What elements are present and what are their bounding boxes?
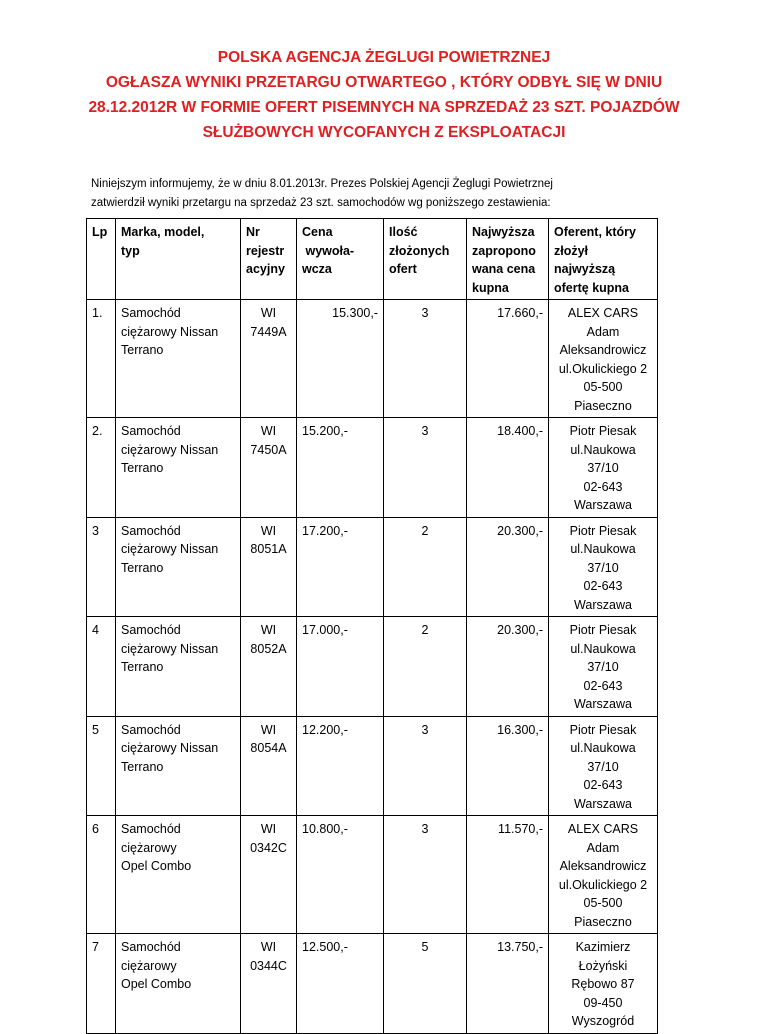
cell-cena: 12.500,- — [297, 934, 384, 1034]
results-table — [86, 218, 658, 1034]
cell-cena: 17.200,- — [297, 517, 384, 617]
cell-nr: WI 7450A — [241, 418, 297, 518]
table-row — [87, 418, 658, 518]
table-row — [87, 816, 658, 934]
cell-lp: 1. — [87, 300, 116, 418]
table-header-row — [87, 219, 658, 300]
cell-marka: Samochód ciężarowy Nissan Terrano — [116, 517, 241, 617]
cell-najwyzsza: 20.300,- — [467, 617, 549, 717]
cell-marka: Samochód ciężarowy Nissan Terrano — [116, 716, 241, 816]
cell-oferent: Piotr Piesak ul.Naukowa 37/10 02-643 Warszawa — [549, 716, 658, 816]
title-line: OGŁASZA WYNIKI PRZETARGU OTWARTEGO , KTÓRY ODBYŁ SIĘ W DNIU — [105, 74, 663, 91]
cell-oferent: Piotr Piesak ul.Naukowa 37/10 02-643 Warszawa — [549, 617, 658, 717]
intro-paragraph — [91, 175, 711, 213]
table-row — [87, 617, 658, 717]
cell-najwyzsza: 11.570,- — [467, 816, 549, 934]
cell-najwyzsza: 17.660,- — [467, 300, 549, 418]
header-marka: Marka, model, typ — [116, 219, 241, 300]
cell-ilosc: 3 — [384, 716, 467, 816]
cell-marka: Samochód ciężarowy Nissan Terrano — [116, 418, 241, 518]
cell-najwyzsza: 18.400,- — [467, 418, 549, 518]
table-row — [87, 716, 658, 816]
title-line: SŁUŻBOWYCH WYCOFANYCH Z EKSPLOATACJI — [202, 124, 566, 141]
cell-najwyzsza: 20.300,- — [467, 517, 549, 617]
cell-ilosc: 3 — [384, 418, 467, 518]
cell-oferent: ALEX CARS Adam Aleksandrowicz ul.Okulickiego 2 05-500 Piaseczno — [549, 816, 658, 934]
cell-lp: 5 — [87, 716, 116, 816]
cell-oferent: ALEX CARS Adam Aleksandrowicz ul.Okulickiego 2 05-500 Piaseczno — [549, 300, 658, 418]
header-oferent: Oferent, który złożył najwyższą ofertę kupna — [549, 219, 658, 300]
cell-nr: WI 0344C — [241, 934, 297, 1034]
cell-marka: Samochód ciężarowy Opel Combo — [116, 816, 241, 934]
header-nr-rejestracyjny: Nr rejestr acyjny — [241, 219, 297, 300]
cell-najwyzsza: 13.750,- — [467, 934, 549, 1034]
intro-line: Niniejszym informujemy, że w dniu 8.01.2013r. Prezes Polskiej Agencji Żeglugi Powietrznej — [91, 178, 553, 190]
title-line: POLSKA AGENCJA ŻEGLUGI POWIETRZNEJ — [217, 49, 551, 66]
intro-line: zatwierdził wyniki przetargu na sprzedaż 23 szt. samochodów wg poniższego zestawienia: — [91, 197, 551, 209]
document-title — [40, 45, 728, 145]
header-ilosc-ofert: Ilość złożonych ofert — [384, 219, 467, 300]
cell-lp: 3 — [87, 517, 116, 617]
cell-nr: WI 8052A — [241, 617, 297, 717]
cell-nr: WI 8054A — [241, 716, 297, 816]
cell-najwyzsza: 16.300,- — [467, 716, 549, 816]
cell-cena: 15.200,- — [297, 418, 384, 518]
cell-cena: 10.800,- — [297, 816, 384, 934]
cell-oferent: Piotr Piesak ul.Naukowa 37/10 02-643 Warszawa — [549, 517, 658, 617]
header-najwyzsza-cena: Najwyższa zapropono wana cena kupna — [467, 219, 549, 300]
table-row — [87, 934, 658, 1034]
cell-marka: Samochód ciężarowy Nissan Terrano — [116, 300, 241, 418]
cell-lp: 6 — [87, 816, 116, 934]
cell-ilosc: 3 — [384, 300, 467, 418]
header-cena-wywolawcza: Cena wywoła- wcza — [297, 219, 384, 300]
cell-ilosc: 2 — [384, 517, 467, 617]
cell-lp: 2. — [87, 418, 116, 518]
cell-oferent: Kazimierz Łożyński Rębowo 87 09-450 Wyszogród — [549, 934, 658, 1034]
cell-cena: 12.200,- — [297, 716, 384, 816]
cell-oferent: Piotr Piesak ul.Naukowa 37/10 02-643 Warszawa — [549, 418, 658, 518]
cell-nr: WI 7449A — [241, 300, 297, 418]
cell-nr: WI 8051A — [241, 517, 297, 617]
cell-ilosc: 5 — [384, 934, 467, 1034]
cell-lp: 7 — [87, 934, 116, 1034]
cell-cena: 15.300,- — [297, 300, 384, 418]
title-line: 28.12.2012R W FORMIE OFERT PISEMNYCH NA SPRZEDAŻ 23 SZT. POJAZDÓW — [88, 99, 680, 116]
cell-nr: WI 0342C — [241, 816, 297, 934]
cell-ilosc: 3 — [384, 816, 467, 934]
table-row — [87, 300, 658, 418]
header-lp: Lp — [87, 219, 116, 300]
cell-lp: 4 — [87, 617, 116, 717]
cell-cena: 17.000,- — [297, 617, 384, 717]
cell-ilosc: 2 — [384, 617, 467, 717]
table-row — [87, 517, 658, 617]
cell-marka: Samochód ciężarowy Opel Combo — [116, 934, 241, 1034]
cell-marka: Samochód ciężarowy Nissan Terrano — [116, 617, 241, 717]
